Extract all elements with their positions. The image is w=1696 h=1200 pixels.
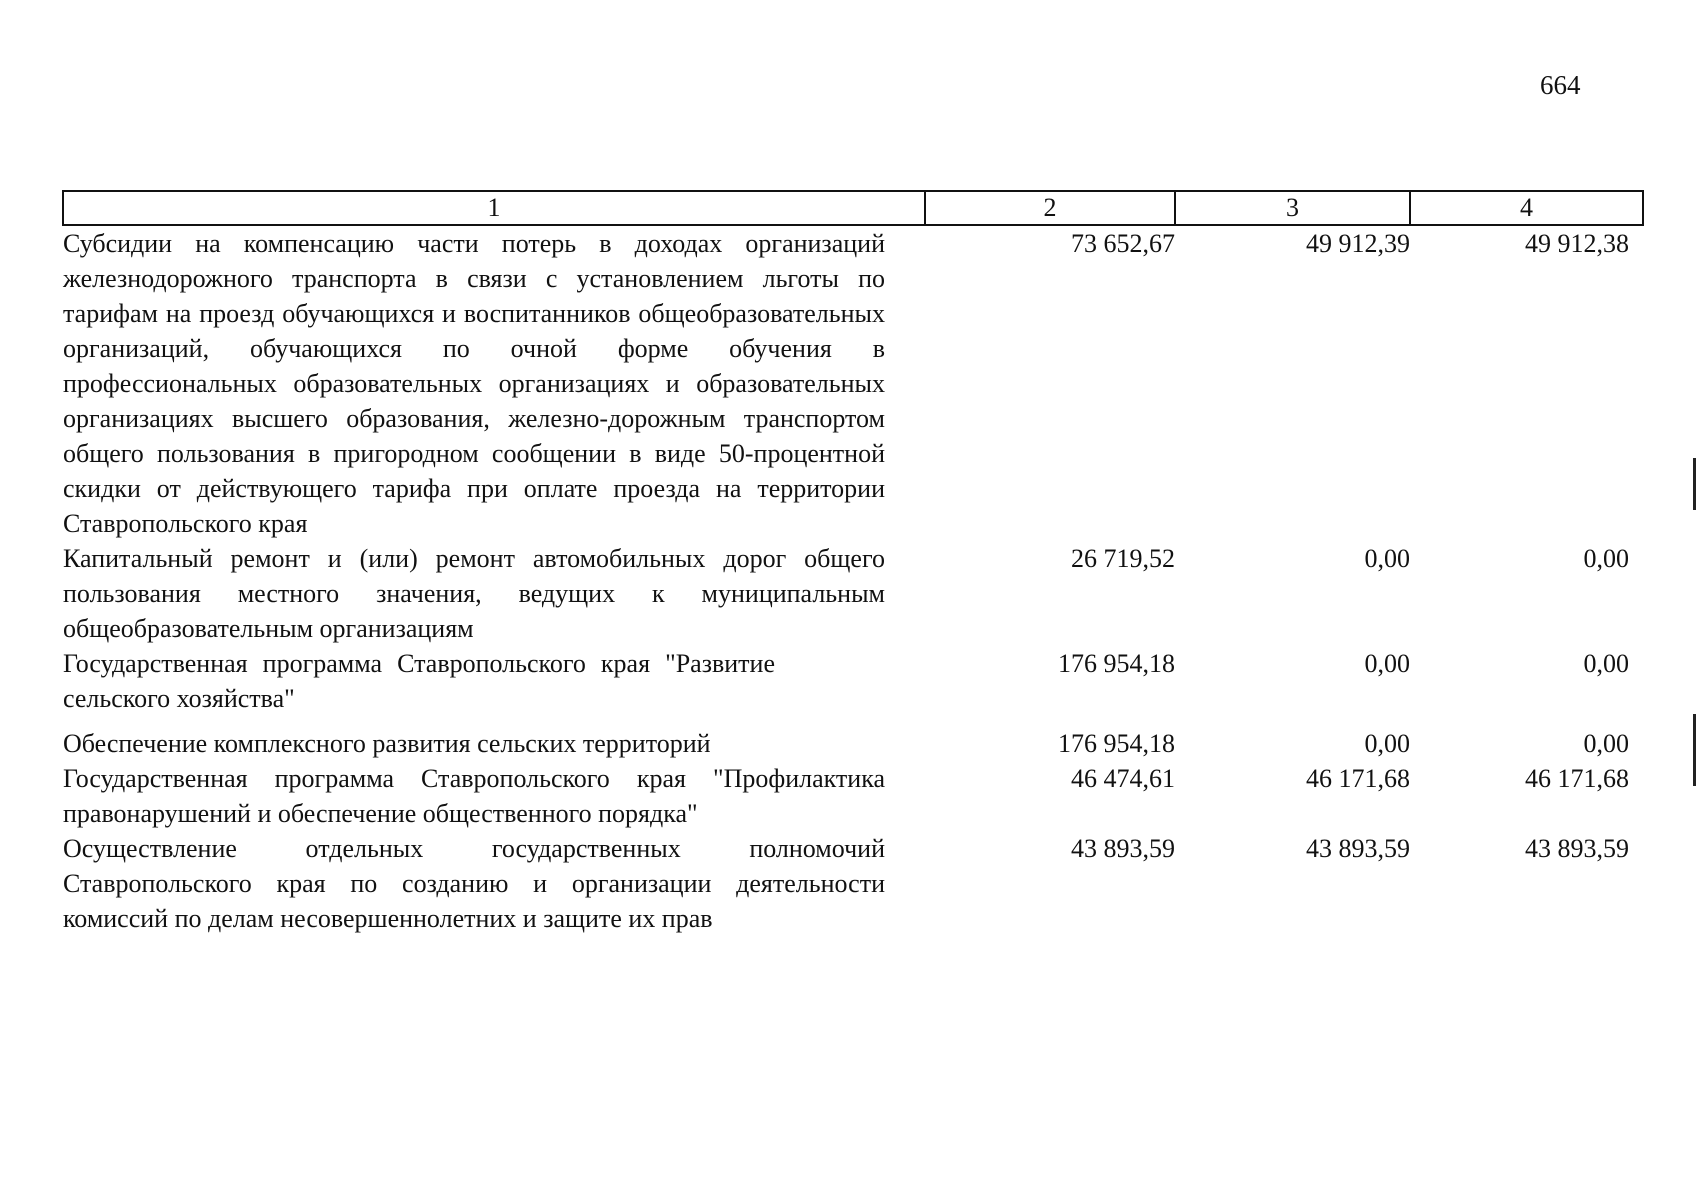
row-value-col-2: 73 652,67 (1071, 229, 1175, 258)
row-description: Государственная программа Ставропольского края "Профилактика правонарушений и обеспечение общественного порядка" (63, 764, 885, 828)
row-value-col-4: 46 171,68 (1525, 764, 1629, 793)
table-row (63, 831, 1643, 936)
page-number: 664 (1540, 70, 1581, 100)
header-col-2: 2 (925, 191, 1175, 225)
row-description: Капитальный ремонт и (или) ремонт автомобильных дорог общего пользования местного значения, ведущих к муниципальным общеобразовательным организациям (63, 544, 885, 643)
row-description: Осуществление отдельных государственных полномочий Ставропольского края по созданию и организации деятельности комиссий по делам несовершеннолетних и защите их прав (63, 834, 885, 933)
row-description: Обеспечение комплексного развития сельских территорий (63, 729, 711, 758)
row-value-col-3: 0,00 (1364, 729, 1410, 758)
row-value-col-4: 0,00 (1583, 544, 1629, 573)
table-row (63, 646, 1643, 716)
row-value-col-3: 43 893,59 (1306, 834, 1410, 863)
row-value-col-2: 26 719,52 (1071, 544, 1175, 573)
table-header (63, 191, 1643, 225)
header-col-1: 1 (63, 191, 925, 225)
row-value-col-2: 46 474,61 (1071, 764, 1175, 793)
table-row (63, 716, 1643, 761)
row-value-col-3: 46 171,68 (1306, 764, 1410, 793)
header-col-4: 4 (1410, 191, 1643, 225)
row-value-col-4: 43 893,59 (1525, 834, 1629, 863)
header-col-3: 3 (1175, 191, 1410, 225)
row-value-col-3: 0,00 (1364, 649, 1410, 678)
table-row (63, 225, 1643, 541)
row-description: Субсидии на компенсацию части потерь в доходах организаций железнодорожного транспорта в связи с установлением льготы по тарифам на проезд обучающихся и воспитанников общеобразовательных организаций, обучающихся по очной форме обучения в профессиональных образовательных организациях и образовательных организациях высшего образования, железно-дорожным транспортом общего пользования в пригородном сообщении в виде 50-процентной скидки от действующего тарифа при оплате проезда на территории Ставропольского края (63, 229, 885, 538)
row-value-col-2: 43 893,59 (1071, 834, 1175, 863)
row-value-col-4: 0,00 (1583, 649, 1629, 678)
row-value-col-3: 0,00 (1364, 544, 1410, 573)
budget-table (62, 190, 1644, 936)
table-row (63, 541, 1643, 646)
row-value-col-3: 49 912,39 (1306, 229, 1410, 258)
table-row (63, 761, 1643, 831)
row-value-col-2: 176 954,18 (1058, 729, 1175, 758)
row-value-col-2: 176 954,18 (1058, 649, 1175, 678)
row-value-col-4: 49 912,38 (1525, 229, 1629, 258)
row-value-col-4: 0,00 (1583, 729, 1629, 758)
row-description: Государственная программа Ставропольского края "Развитие сельского хозяйства" (63, 649, 775, 713)
